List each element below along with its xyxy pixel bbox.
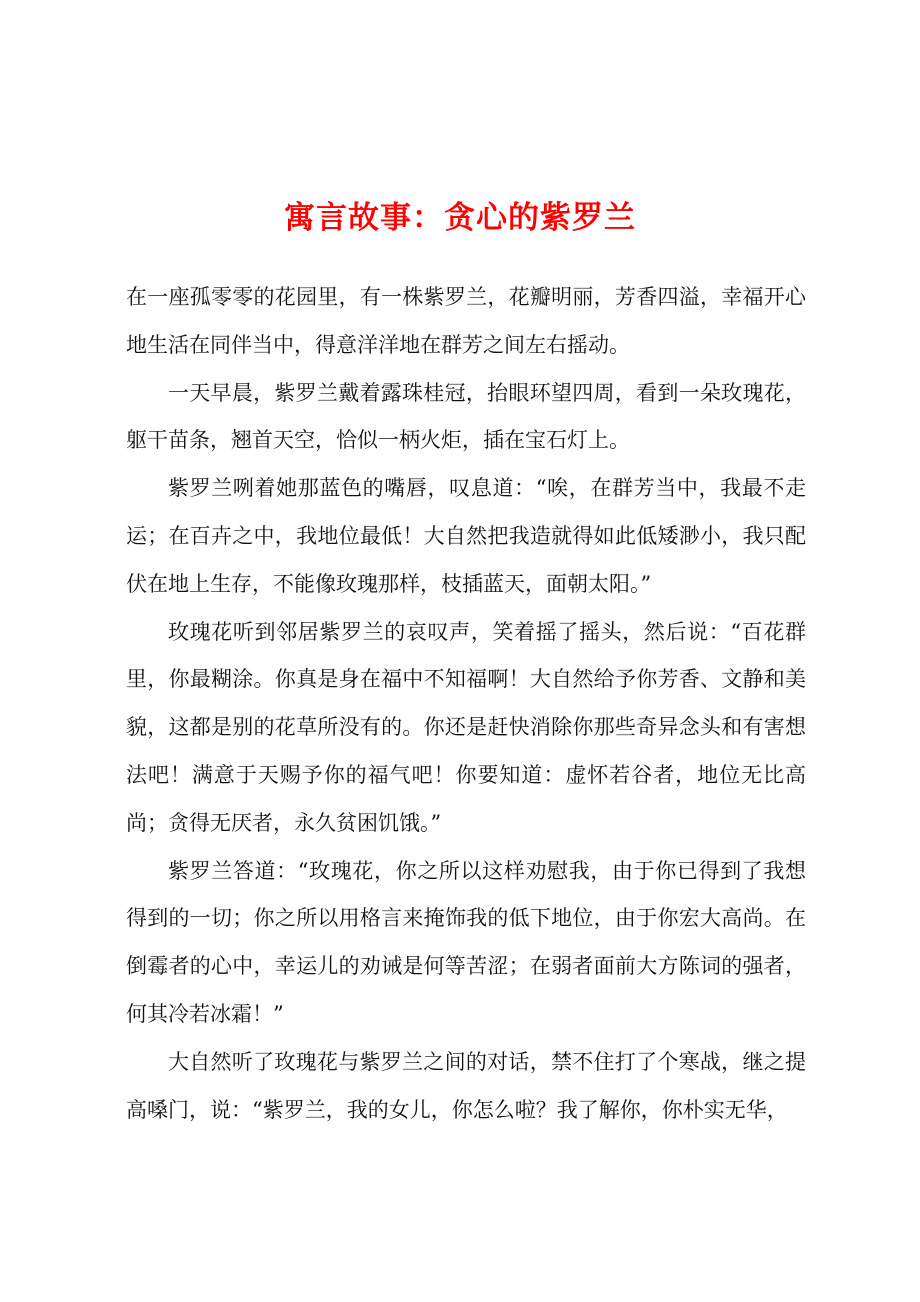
document-body	[126, 274, 806, 1134]
paragraph-5: 紫罗兰答道：“玫瑰花，你之所以这样劝慰我，由于你已得到了我想得到的一切；你之所以用格言来掩饰我的低下地位，由于你宏大高尚。在倒霉者的心中，幸运儿的劝诫是何等苦涩；在弱者面前大方陈词的强者，何其冷若冰霜！”	[126, 858, 806, 1026]
paragraph-3: 紫罗兰咧着她那蓝色的嘴唇，叹息道：“唉，在群芳当中，我最不走运；在百卉之中，我地位最低！大自然把我造就得如此低矮渺小，我只配伏在地上生存，不能像玫瑰那样，枝插蓝天，面朝太阳。”	[126, 476, 806, 596]
paragraph-6: 大自然听了玫瑰花与紫罗兰之间的对话，禁不住打了个寒战，继之提高嗓门，说：“紫罗兰，我的女儿，你怎么啦？我了解你，你朴实无华，	[126, 1049, 806, 1122]
document-title: 寓言故事：贪心的紫罗兰	[284, 200, 636, 236]
paragraph-4: 玫瑰花听到邻居紫罗兰的哀叹声，笑着摇了摇头，然后说：“百花群里，你最糊涂。你真是身在福中不知福啊！大自然给予你芳香、文静和美貌，这都是别的花草所没有的。你还是赶快消除你那些奇异念头和有害想法吧！满意于天赐予你的福气吧！你要知道：虚怀若谷者，地位无比高尚；贪得无厌者，永久贫困饥饿。”	[126, 619, 806, 835]
paragraph-1: 在一座孤零零的花园里，有一株紫罗兰，花瓣明丽，芳香四溢，幸福开心地生活在同伴当中，得意洋洋地在群芳之间左右摇动。	[126, 285, 806, 357]
paragraph-2: 一天早晨，紫罗兰戴着露珠桂冠，抬眼环望四周，看到一朵玫瑰花，躯干苗条，翘首天空，恰似一柄火炬，插在宝石灯上。	[126, 380, 806, 453]
